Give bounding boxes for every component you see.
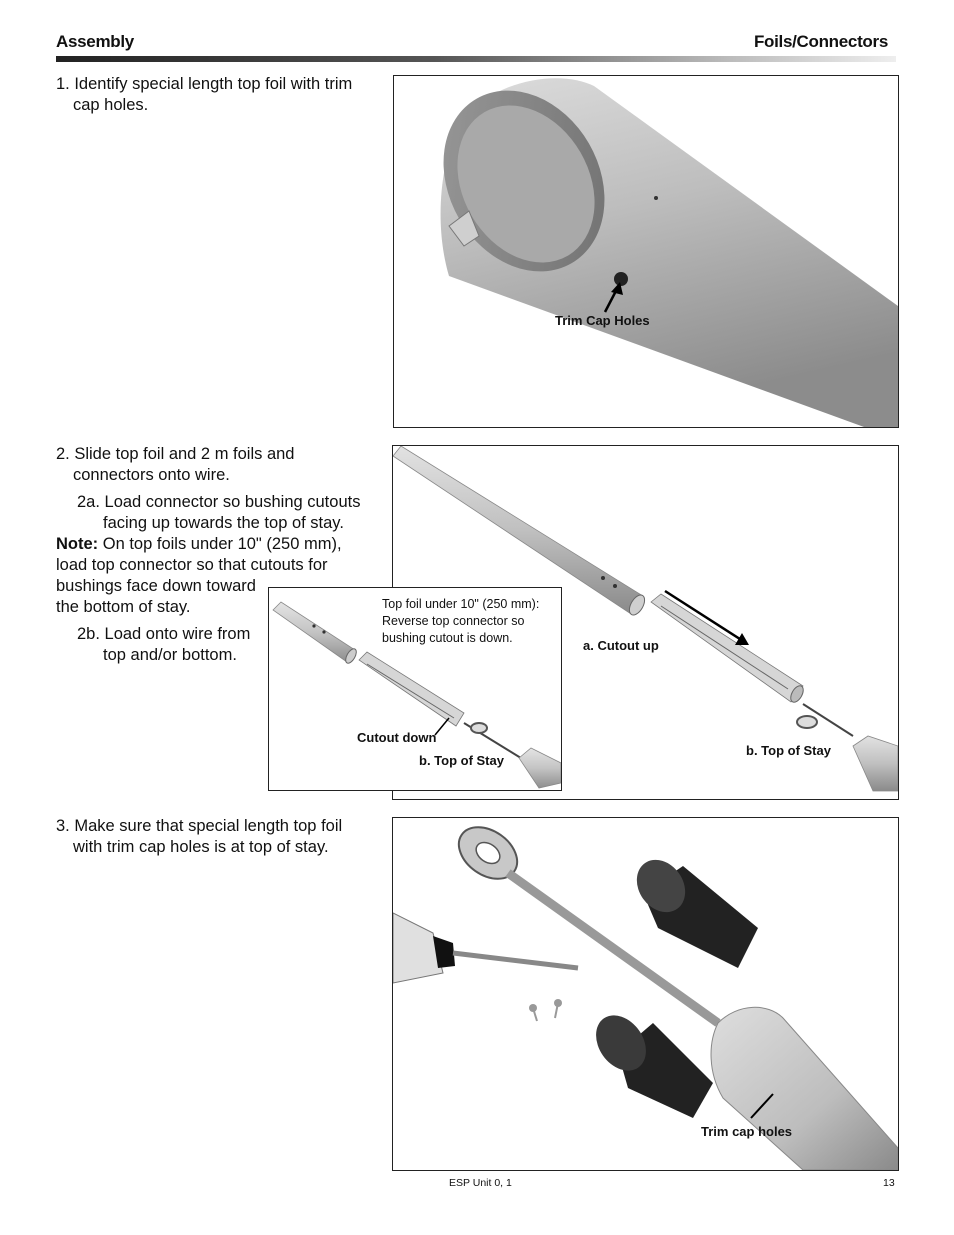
note-line-4: the bottom of stay. — [56, 598, 191, 616]
step-1-text — [56, 74, 376, 116]
inset-note-line-3: bushing cutout is down. — [382, 631, 513, 645]
figure-3-trim-caps — [392, 817, 899, 1171]
step-2-line-2: connectors onto wire. — [73, 466, 230, 484]
inset-note-line-1: Top foil under 10" (250 mm): — [382, 597, 540, 611]
step-1-line-2: cap holes. — [73, 96, 149, 114]
section-subtitle: Foils/Connectors — [753, 32, 888, 51]
note-text-1: On top foils under 10" (250 mm), — [98, 535, 342, 553]
step-3-line-2: with trim cap holes is at top of stay. — [73, 838, 329, 856]
inset-short-foil — [268, 587, 562, 791]
trim-cap-holes-label: Trim Cap Holes — [555, 313, 650, 328]
step-2a-line-2: facing up towards the top of stay. — [103, 514, 344, 532]
note-line-3: bushings face down toward — [56, 577, 256, 595]
step-2-line-1: 2. Slide top foil and 2 m foils and — [56, 445, 295, 463]
note-label: Note: — [56, 535, 99, 553]
footer-model: ESP Unit 0, 1 — [449, 1177, 512, 1189]
step-2b-line-1: 2b. Load onto wire from — [77, 625, 251, 643]
trim-cap-holes-label-3: Trim cap holes — [701, 1124, 793, 1139]
note-line-2: load top connector so that cutouts for — [56, 556, 328, 574]
top-of-stay-label: b. Top of Stay — [746, 743, 831, 758]
step-1-line-1: 1. Identify special length top foil with trim — [56, 75, 353, 93]
step-3-text — [56, 816, 376, 858]
step-2a-line-1: 2a. Load connector so bushing cutouts — [77, 493, 361, 511]
inset-top-of-stay-label: b. Top of Stay — [419, 753, 504, 768]
page-number: 13 — [883, 1177, 895, 1189]
inset-note — [382, 596, 539, 647]
note-line-1 — [56, 534, 376, 555]
trim-cap-illustration — [393, 818, 898, 1170]
cutout-up-label: a. Cutout up — [583, 638, 659, 653]
inset-note-line-2: Reverse top connector so — [382, 614, 525, 628]
header-rule — [56, 56, 896, 62]
step-2b-line-2: top and/or bottom. — [103, 646, 237, 664]
foil-illustration — [394, 76, 898, 427]
step-3-line-1: 3. Make sure that special length top foil — [56, 817, 343, 835]
cutout-down-label: Cutout down — [357, 730, 437, 745]
figure-1-foil-photo — [393, 75, 899, 428]
section-title: Assembly — [56, 32, 134, 51]
